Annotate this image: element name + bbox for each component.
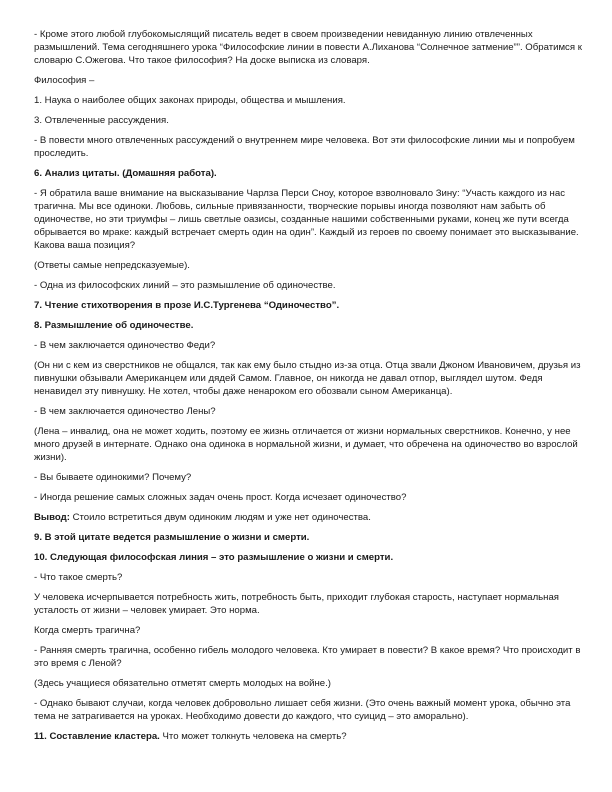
paragraph-early-death: - Ранняя смерть трагична, особенно гибель молодого человека. Кто умирает в повести? В какое время? Что происходит в это время с Леной? — [34, 645, 581, 669]
section-heading-6: 6. Анализ цитаты. (Домашняя работа). — [34, 168, 217, 179]
conclusion-label: Вывод: — [34, 512, 70, 523]
paragraph-death-question: - Что такое смерть? — [34, 572, 123, 583]
section-heading-7: 7. Чтение стихотворения в прозе И.С.Тургенева “Одиночество”. — [34, 300, 340, 311]
paragraph-fedya-question: - В чем заключается одиночество Феди? — [34, 340, 216, 351]
section-heading-8: 8. Размышление об одиночестве. — [34, 320, 194, 331]
paragraph-loneliness-line: - Одна из философских линий – это размышление об одиночестве. — [34, 280, 336, 291]
paragraph-definition-1: 1. Наука о наиболее общих законах природы, общества и мышления. — [34, 95, 346, 106]
paragraph-tragic-question: Когда смерть трагична? — [34, 625, 141, 636]
paragraph-lena-question: - В чем заключается одиночество Лены? — [34, 406, 216, 417]
paragraph-intro: - Кроме этого любой глубокомыслящий писатель ведет в своем произведении невиданную линию отвлеченных размышлений. Тема сегодняшнего урока “Философские линии в повести А.Лиханова “Солнечное затмение””. Обратимся к словарю С.Ожегова. Что такое философия? На доске выписка из словаря. — [34, 29, 582, 66]
document-page — [34, 28, 582, 750]
paragraph-definition-3: 3. Отвлеченные рассуждения. — [34, 115, 169, 126]
paragraph-definition-head: Философия – — [34, 75, 95, 86]
conclusion-text: Стоило встретиться двум одиноким людям и уже нет одиночества. — [69, 512, 371, 523]
paragraph-snow-quote: - Я обратила ваше внимание на высказывание Чарлза Перси Сноу, которое взволновало Зину: “Участь каждого из нас трагична. Мы все одиноки. Любовь, сильные привязанности, творческие порывы иногда позволяют нам забыть об одиночестве, но эти триумфы – лишь светлые оазисы, созданные нашими собственными руками, конец же пути всегда обрывается во мраке: каждый встречает смерть один на один”. Каждый из героев по своему понимает это высказывание. Какова ваша позиция? — [34, 188, 579, 251]
paragraph-philosophy-lines: - В повести много отвлеченных рассуждений о внутреннем мире человека. Вот эти философские линии мы и попробуем проследить. — [34, 135, 575, 159]
paragraph-conclusion — [34, 511, 582, 524]
paragraph-cluster — [34, 730, 582, 743]
cluster-text: Что может толкнуть человека на смерть? — [159, 731, 347, 742]
section-heading-10: 10. Следующая философская линия – это размышление о жизни и смерти. — [34, 552, 394, 563]
paragraph-war-note: (Здесь учащиеся обязательно отметят смерть молодых на войне.) — [34, 678, 331, 689]
paragraph-solution: - Иногда решение самых сложных задач очень прост. Когда исчезает одиночество? — [34, 492, 407, 503]
paragraph-fedya-answer: (Он ни с кем из сверстников не общался, так как ему было стыдно из-за отца. Отца звали Джоном Ивановичем, друзья из пивнушки обзывали Американцем или дядей Самом. Главное, он никогда не давал отпор, выглядел шутом. Федя ненавидел эту пивнушку. Не хотел, чтобы даже ненароком его обозвали сыном Американца). — [34, 360, 581, 397]
paragraph-answers: (Ответы самые непредсказуемые). — [34, 260, 190, 271]
paragraph-death-answer: У человека исчерпывается потребность жить, потребность быть, приходит глубокая старость, наступает нормальная усталость от жизни – человек умирает. Это норма. — [34, 592, 559, 616]
paragraph-lonely-question: - Вы бываете одинокими? Почему? — [34, 472, 192, 483]
section-heading-9: 9. В этой цитате ведется размышление о жизни и смерти. — [34, 532, 310, 543]
paragraph-lena-answer: (Лена – инвалид, она не может ходить, поэтому ее жизнь отличается от жизни нормальных сверстников. Конечно, у нее много друзей в интернате. Однако она одинока в нормальной жизни, и думает, что обречена на одиночество во взрослой жизни). — [34, 426, 578, 463]
cluster-heading: 11. Составление кластера. — [34, 731, 160, 742]
paragraph-suicide: - Однако бывают случаи, когда человек добровольно лишает себя жизни. (Это очень важный момент урока, обычно эта тема не затрагивается на уроках. Необходимо довести до каждого, что суицид – это аморально). — [34, 698, 571, 722]
